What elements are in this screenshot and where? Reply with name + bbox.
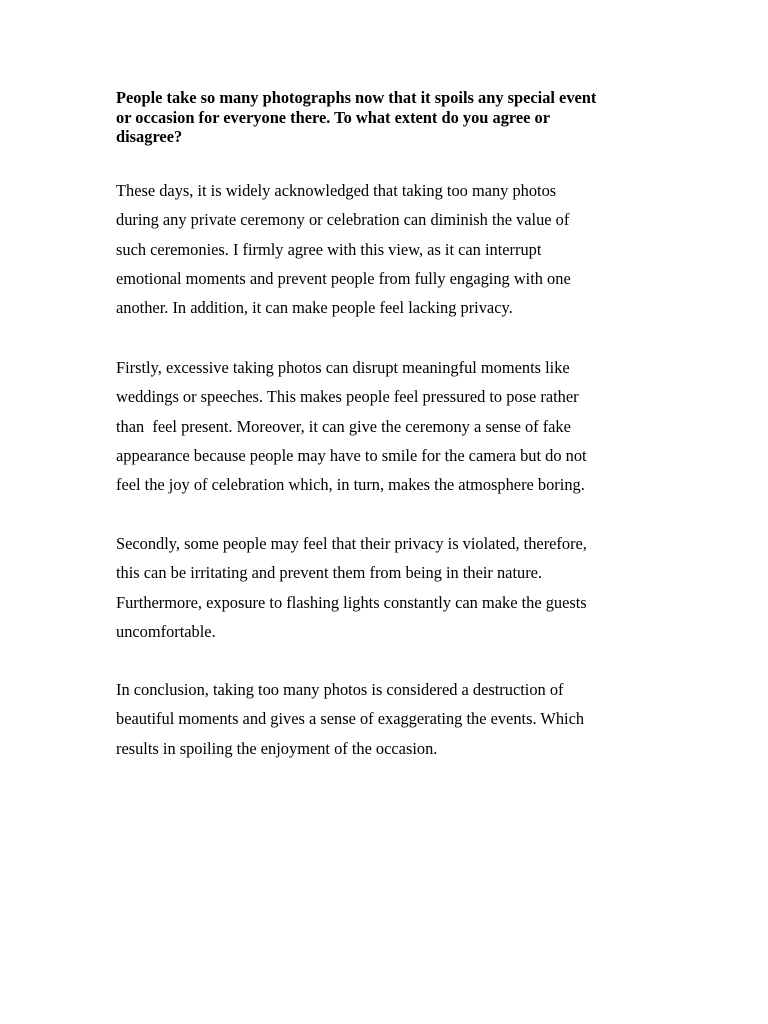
introduction-paragraph: [116, 176, 676, 322]
paragraph-line: beautiful moments and gives a sense of exaggerating the events. Which: [116, 709, 585, 729]
paragraph-line: Furthermore, exposure to flashing lights constantly can make the guests: [116, 592, 587, 612]
paragraph-line: another. In addition, it can make people feel lacking privacy.: [116, 298, 513, 318]
paragraph-line: Firstly, excessive taking photos can disrupt meaningful moments like: [116, 358, 570, 377]
question-line: People take so many photographs now that it spoils any special event: [116, 88, 597, 107]
body-paragraph-first: [116, 353, 676, 499]
paragraph-line: appearance because people may have to smile for the camera but do not: [116, 445, 587, 465]
paragraph-line: In conclusion, taking too many photos is considered a destruction of: [116, 680, 564, 699]
question-line: or occasion for everyone there. To what extent do you agree or: [116, 107, 550, 127]
paragraph-line: weddings or speeches. This makes people feel pressured to pose rather: [116, 387, 579, 407]
paragraph-line: results in spoiling the enjoyment of the occasion.: [116, 738, 438, 758]
paragraph-line: than feel present. Moreover, it can give the ceremony a sense of fake: [116, 416, 571, 436]
conclusion-paragraph: [116, 675, 676, 763]
question-line: disagree?: [116, 127, 183, 146]
paragraph-line: uncomfortable.: [116, 621, 216, 641]
paragraph-line: emotional moments and prevent people from fully engaging with one: [116, 268, 571, 288]
paragraph-line: Secondly, some people may feel that their privacy is violated, therefore,: [116, 534, 587, 553]
paragraph-line: during any private ceremony or celebration can diminish the value of: [116, 210, 570, 230]
paragraph-line: this can be irritating and prevent them from being in their nature.: [116, 563, 543, 583]
paragraph-line: These days, it is widely acknowledged that taking too many photos: [116, 181, 557, 200]
paragraph-line: feel the joy of celebration which, in turn, makes the atmosphere boring.: [116, 475, 585, 495]
paragraph-line: such ceremonies. I firmly agree with this view, as it can interrupt: [116, 239, 542, 259]
body-paragraph-second: [116, 529, 676, 646]
essay-question: [116, 88, 676, 147]
